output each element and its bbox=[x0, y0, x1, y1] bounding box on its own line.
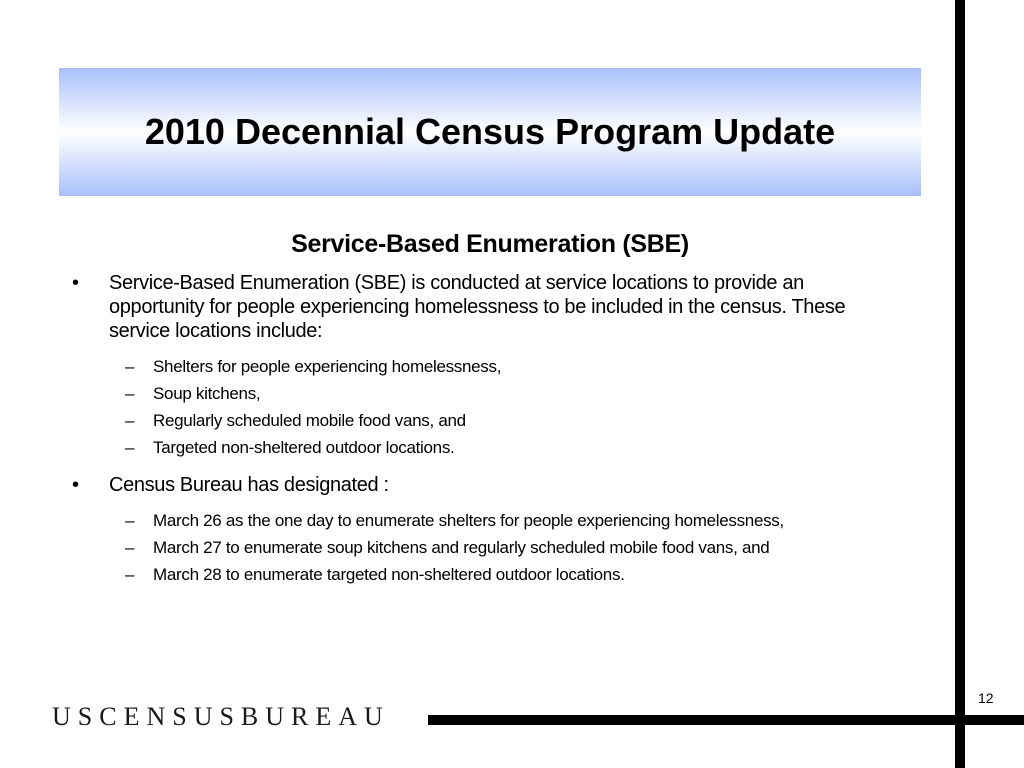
dash-marker: – bbox=[125, 511, 135, 530]
dash-marker: – bbox=[125, 411, 135, 430]
footer-rule bbox=[428, 715, 1024, 725]
bullet-designated-dates bbox=[72, 473, 892, 497]
list-item-text: Targeted non-sheltered outdoor locations. bbox=[153, 438, 455, 457]
list-item bbox=[72, 434, 892, 461]
list-item-text: March 26 as the one day to enumerate shelters for people experiencing homelessness, bbox=[153, 511, 784, 530]
dash-marker: – bbox=[125, 438, 135, 457]
service-locations-list bbox=[72, 353, 892, 461]
dash-marker: – bbox=[125, 384, 135, 403]
list-item bbox=[72, 380, 892, 407]
dash-marker: – bbox=[125, 538, 135, 557]
list-item bbox=[72, 353, 892, 380]
slide-content bbox=[72, 271, 892, 600]
list-item bbox=[72, 561, 892, 588]
list-item-text: March 27 to enumerate soup kitchens and regularly scheduled mobile food vans, and bbox=[153, 538, 770, 557]
list-item-text: March 28 to enumerate targeted non-sheltered outdoor locations. bbox=[153, 565, 625, 584]
bullet-text: Service-Based Enumeration (SBE) is conducted at service locations to provide an opportunity for people experiencing homelessness to be included in the census. These service locations include: bbox=[109, 272, 846, 342]
list-item-text: Regularly scheduled mobile food vans, and bbox=[153, 411, 466, 430]
slide-title: 2010 Decennial Census Program Update bbox=[144, 111, 836, 152]
bullet-marker: • bbox=[72, 272, 79, 294]
page-number: 12 bbox=[978, 690, 994, 706]
list-item-text: Shelters for people experiencing homelessness, bbox=[153, 357, 502, 376]
designated-dates-list bbox=[72, 507, 892, 588]
list-item bbox=[72, 534, 892, 561]
title-band bbox=[59, 68, 921, 196]
bullet-marker: • bbox=[72, 474, 79, 496]
dash-marker: – bbox=[125, 565, 135, 584]
list-item-text: Soup kitchens, bbox=[153, 384, 261, 403]
census-bureau-logo: USCENSUSBUREAU bbox=[52, 702, 390, 731]
list-item bbox=[72, 507, 892, 534]
dash-marker: – bbox=[125, 357, 135, 376]
bullet-service-locations bbox=[72, 271, 892, 343]
list-item bbox=[72, 407, 892, 434]
slide-subtitle: Service-Based Enumeration (SBE) bbox=[291, 230, 689, 258]
vertical-rule bbox=[955, 0, 965, 768]
bullet-text: Census Bureau has designated : bbox=[109, 474, 389, 496]
